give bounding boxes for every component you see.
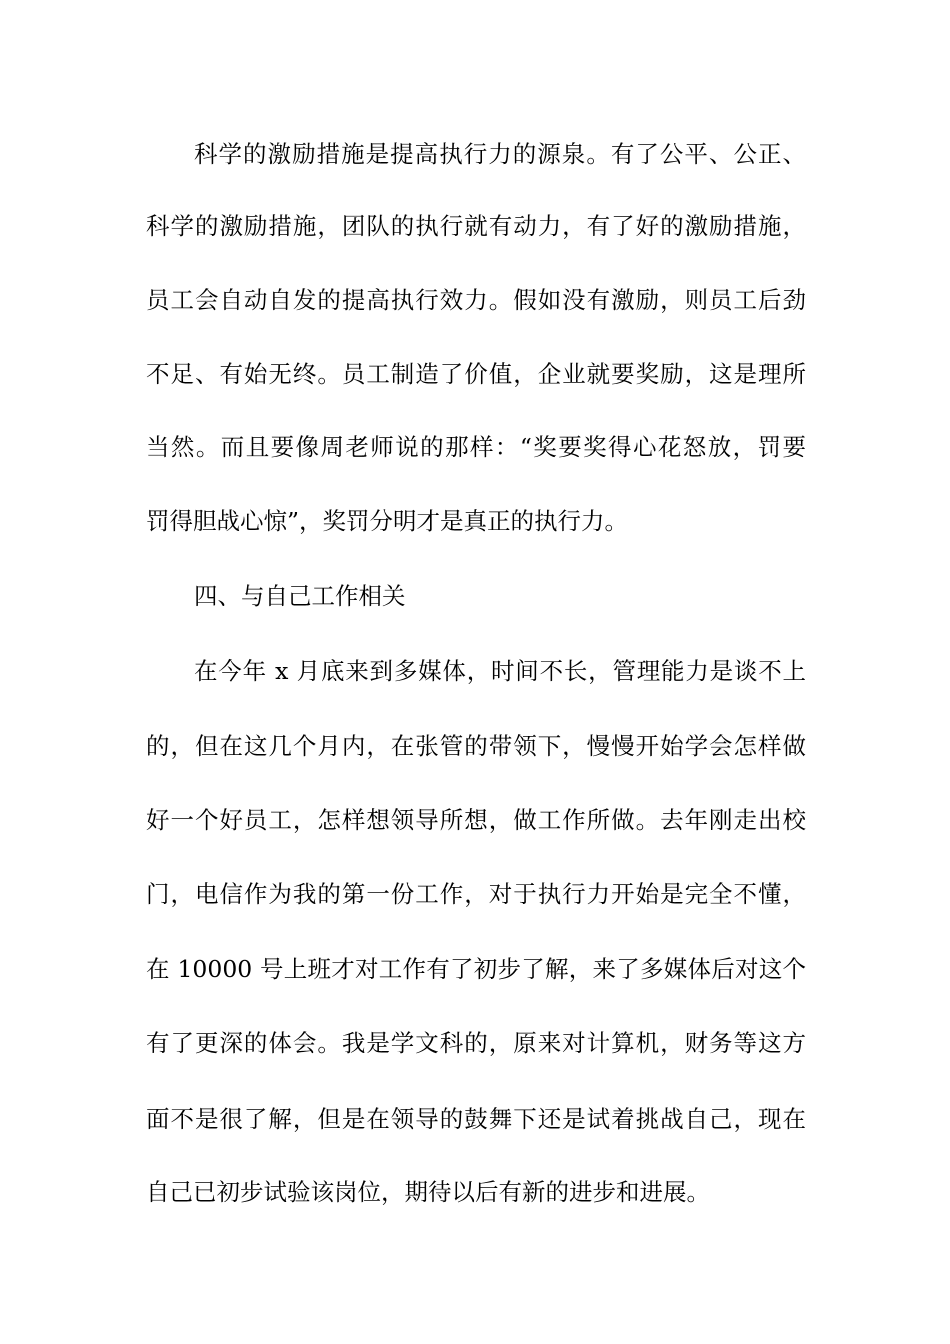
paragraph-3-line-8: 自己已初步试验该岗位，期待以后有新的进步和进展。	[146, 1178, 710, 1206]
paragraph-1-line-5: 当然。而且要像周老师说的那样：“奖要奖得心花怒放，罚要	[146, 433, 806, 461]
paragraph-3-line-6: 有了更深的体会。我是学文科的，原来对计算机，财务等这方	[146, 1029, 806, 1057]
paragraph-3-line-1: 在今年 x 月底来到多媒体，时间不长，管理能力是谈不上	[194, 657, 806, 685]
paragraph-1-line-4: 不足、有始无终。员工制造了价值，企业就要奖励，这是理所	[146, 360, 806, 388]
paragraph-1-line-3: 员工会自动自发的提高执行效力。假如没有激励，则员工后劲	[146, 286, 806, 314]
paragraph-1-line-2: 科学的激励措施，团队的执行就有动力，有了好的激励措施，	[146, 212, 806, 240]
paragraph-3-line-5: 在 10000 号上班才对工作有了初步了解，来了多媒体后对这个	[146, 955, 806, 983]
paragraph-3-line-3: 好一个好员工，怎样想领导所想，做工作所做。去年刚走出校	[146, 806, 806, 834]
paragraph-1-line-6: 罚得胆战心惊”，奖罚分明才是真正的执行力。	[146, 507, 629, 535]
section-heading: 四、与自己工作相关	[194, 582, 406, 610]
paragraph-3-line-4: 门，电信作为我的第一份工作，对于执行力开始是完全不懂，	[146, 880, 806, 908]
paragraph-3-line-2: 的，但在这几个月内，在张管的带领下，慢慢开始学会怎样做	[146, 732, 806, 760]
paragraph-3-line-7: 面不是很了解，但是在领导的鼓舞下还是试着挑战自己，现在	[146, 1105, 806, 1133]
paragraph-1-line-1: 科学的激励措施是提高执行力的源泉。有了公平、公正、	[194, 140, 806, 168]
